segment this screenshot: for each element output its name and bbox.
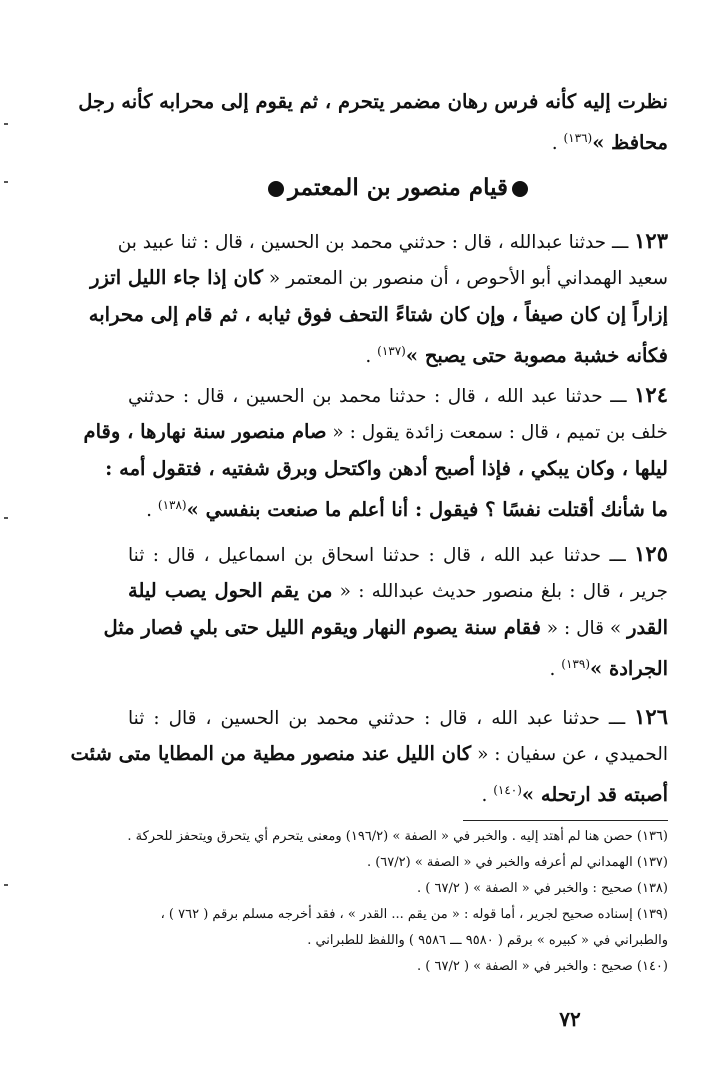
section-heading	[128, 168, 668, 208]
plain-text: » قال : «	[540, 618, 628, 639]
text-line	[128, 535, 668, 572]
plain-text: الحميدي ، عن سفيان : «	[471, 744, 668, 765]
paragraph-125	[103, 535, 668, 683]
text-line: نظرت إليه كأنه فرس رهان مضمر يتحرم ، ثم يقوم إلى محرابه كأنه رجل	[78, 90, 668, 113]
footnote-ref: (١٣٨)	[157, 498, 187, 512]
footnote-divider	[463, 820, 668, 821]
punct: .	[551, 133, 564, 155]
plain-text: ـــ حدثنا عبد الله ، قال : حدثنا اسحاق بن اسماعيل ، قال : ثنا	[128, 545, 626, 566]
bold-text: كان الليل عند منصور مطية من المطايا متى شئت	[70, 742, 472, 765]
scan-mark	[4, 884, 8, 886]
text-line	[70, 735, 668, 772]
intro-paragraph	[78, 83, 668, 157]
text-line	[83, 413, 668, 450]
paragraph-number: ١٢٥	[634, 541, 668, 566]
bold-text: الجرادة »	[590, 657, 668, 681]
text-line	[128, 333, 668, 370]
text-line	[128, 772, 668, 809]
text-line	[128, 646, 668, 683]
punct: .	[146, 500, 158, 522]
footnote-ref: (١٤٠)	[493, 783, 522, 797]
bold-text: محافظ »	[592, 131, 668, 155]
footnote: (١٤٠) صحيح : والخبر في « الصفة » ( ٦٧/٢ ) .	[417, 959, 668, 974]
text-line	[128, 120, 668, 157]
bold-text: ما شأنك أقتلت نفسًا ؟ فيقول : أنا أعلم ما صنعت بنفسي »	[186, 498, 668, 522]
paragraph-number: ١٢٤	[634, 382, 668, 407]
scan-mark	[4, 517, 8, 519]
text-line	[90, 259, 668, 296]
bold-text: فقام سنة يصوم النهار ويقوم الليل حتى بلي فصار مثل	[103, 616, 541, 639]
footnote-ref: (١٣٧)	[377, 344, 406, 358]
paragraph-123	[88, 222, 668, 370]
plain-text: سعيد الهمداني أبو الأحوص ، أن منصور بن المعتمر «	[263, 268, 668, 289]
bullet-icon	[512, 181, 528, 197]
plain-text: ـــ حدثنا عبدالله ، قال : حدثني محمد بن الحسين ، قال : ثنا عبيد بن	[117, 232, 629, 253]
text-line	[128, 572, 668, 609]
punct: .	[549, 659, 562, 681]
footnote: (١٣٩) إسناده صحيح لجرير ، أما قوله : « من يقم ... القدر » ، فقد أخرجه مسلم برقم ( ٧٦٢ ) ،	[160, 907, 668, 922]
paragraph-number: ١٢٣	[634, 228, 668, 253]
text-line	[128, 376, 668, 413]
text-line: إزاراً إن كان صيفاً ، وإن كان شتاءً التحف فوق ثيابه ، ثم قام إلى محرابه	[88, 303, 668, 326]
paragraph-number: ١٢٦	[634, 704, 668, 729]
bold-text: كان إذا جاء الليل اتزر	[90, 266, 263, 289]
bold-text: فكأنه خشبة مصوبة حتى يصبح »	[405, 344, 668, 368]
plain-text: ـــ حدثنا عبد الله ، قال : حدثني محمد بن الحسين ، قال : ثنا	[128, 708, 626, 729]
text-line: ليلها ، وكان يبكي ، فإذا أصبح أدهن واكتحل وبرق شفتيه ، فتقول أمه :	[105, 457, 668, 480]
bullet-icon	[268, 181, 284, 197]
punct: .	[365, 346, 378, 368]
bold-text: أصبته قد ارتحله »	[521, 783, 668, 807]
footnote: والطبراني في « كبيره » برقم ( ٩٥٨٠ ـــ ٩٥٨٦ ) واللفظ للطبراني .	[307, 933, 668, 948]
plain-text: خلف بن تميم ، قال : سمعت زائدة يقول : «	[326, 422, 668, 443]
bold-text: القدر	[627, 616, 668, 639]
scan-mark	[4, 123, 8, 125]
footnote-ref: (١٣٩)	[561, 657, 590, 671]
footnote: (١٣٧) الهمداني لم أعرفه والخبر في « الصفة » (٦٧/٢) .	[366, 855, 668, 870]
page-number: ٧٢	[559, 1007, 581, 1031]
plain-text: ـــ حدثنا عبد الله ، قال : حدثنا محمد بن الحسين ، قال : حدثني	[128, 386, 627, 407]
footnote: (١٣٨) صحيح : والخبر في « الصفة » ( ٦٧/٢ ) .	[417, 881, 668, 896]
text-line	[117, 222, 668, 259]
text-line	[128, 487, 668, 524]
scan-mark	[4, 181, 8, 183]
bold-text: صام منصور سنة نهارها ، وقام	[83, 420, 327, 443]
bold-text: من يقم الحول يصب ليلة	[128, 579, 333, 602]
paragraph-126	[70, 698, 668, 809]
punct: .	[481, 785, 494, 807]
text-line	[103, 609, 668, 646]
plain-text: جرير ، قال : بلغ منصور حديث عبدالله : «	[332, 581, 668, 602]
footnotes	[128, 824, 668, 980]
footnote: (١٣٦) حصن هنا لم أهتد إليه . والخبر في « الصفة » (١٩٦/٢) ومعنى يتحرم أي يتحرق ويتحفز للحركة .	[127, 829, 668, 844]
text-line	[128, 698, 668, 735]
heading-text: قيام منصور بن المعتمر	[287, 174, 509, 201]
paragraph-124	[83, 376, 668, 524]
footnote-ref: (١٣٦)	[563, 131, 593, 145]
